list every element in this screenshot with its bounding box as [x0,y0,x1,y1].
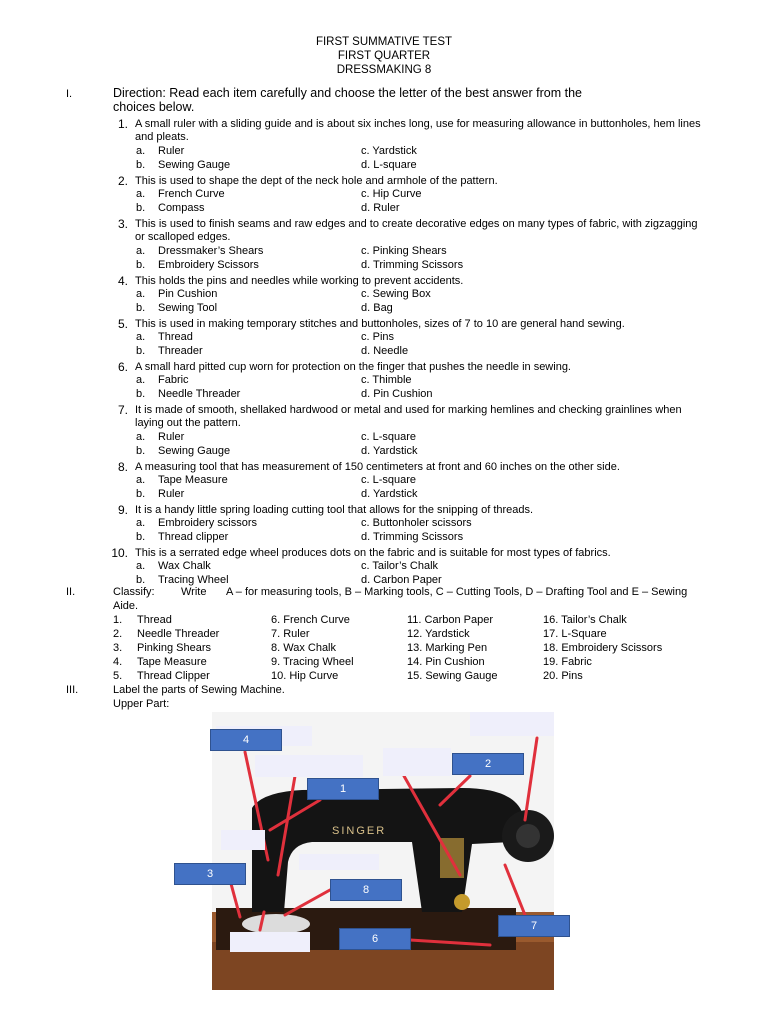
question-text: It is a handy little spring loading cutting tool that allows for the snipping of threads. [135,504,534,516]
choice-b-letter: b. [136,202,146,214]
classify-write: Write [181,586,207,598]
subject-title: DRESSMAKING 8 [336,64,432,76]
brand-text: SINGER [332,825,387,837]
label-box-7: 7 [498,915,570,937]
choice-a: Wax Chalk [158,560,211,572]
classify-item-number: 5. [113,670,123,682]
quarter-title: FIRST QUARTER [337,50,431,62]
pointer-blank-c [525,738,537,820]
choice-a-letter: a. [136,474,146,486]
choice-c: c. Yardstick [361,145,417,157]
direction-line-2: choices below. [113,100,195,114]
section-numeral-3: III. [66,684,79,696]
classify-item: 20. Pins [543,670,583,682]
choice-a: Dressmaker’s Shears [158,245,264,257]
choice-b: Sewing Gauge [158,159,231,171]
label-box-1: 1 [307,778,379,800]
classify-item: 18. Embroidery Scissors [543,642,663,654]
choice-d: d. Ruler [361,202,400,214]
choice-b: Sewing Gauge [158,445,231,457]
choice-d: d. Yardstick [361,488,418,500]
classify-item: 9. Tracing Wheel [271,656,354,668]
choice-a: French Curve [158,188,225,200]
question-text: This is used to finish seams and raw edges and to create decorative edges on many types of fabric, with zigzagging [135,218,698,230]
choice-d: d. Carbon Paper [361,574,442,586]
pointer-6 [410,940,490,945]
choice-b-letter: b. [136,574,146,586]
classify-item: Pinking Shears [137,642,211,654]
classify-item: 8. Wax Chalk [271,642,337,654]
classify-item: 17. L-Square [543,628,607,640]
question-number: 8. [117,460,128,474]
section-numeral-1: I. [66,88,73,100]
choice-b: Sewing Tool [158,302,218,314]
classify-item: 6. French Curve [271,614,350,626]
test-title: FIRST SUMMATIVE TEST [315,36,453,48]
choice-b-letter: b. [136,159,146,171]
pointer-8 [285,890,330,915]
choice-a: Embroidery scissors [158,517,258,529]
label-instruction: Label the parts of Sewing Machine. [113,684,285,696]
blank-answer-box[interactable] [221,830,265,850]
choice-b-letter: b. [136,388,146,400]
choice-a-letter: a. [136,188,146,200]
choice-d: d. Needle [361,345,409,357]
label-box-3: 3 [174,863,246,885]
direction-line-1: Direction: Read each item carefully and choose the letter of the best answer from the [113,86,582,100]
choice-c: c. L-square [361,474,417,486]
choice-b-letter: b. [136,488,146,500]
choice-c: c. Tailor’s Chalk [361,560,439,572]
choice-b: Thread clipper [158,531,229,543]
classify-item: Needle Threader [137,628,220,640]
choice-d: d. L-square [361,159,417,171]
pointer-1 [270,800,320,830]
label-box-6: 6 [339,928,411,950]
classify-item-number: 1. [113,614,123,626]
label-box-4: 4 [210,729,282,751]
classify-item: 16. Tailor’s Chalk [543,614,627,626]
choice-d: d. Yardstick [361,445,418,457]
classify-item: 10. Hip Curve [271,670,339,682]
choice-a: Thread [158,331,193,343]
question-number: 4. [117,274,128,288]
classify-item: 15. Sewing Gauge [407,670,498,682]
choice-b-letter: b. [136,345,146,357]
choice-c: c. Hip Curve [361,188,422,200]
question-text: This holds the pins and needles while working to prevent accidents. [135,275,464,287]
question-number: 9. [117,503,128,517]
choice-d: d. Trimming Scissors [361,259,464,271]
choice-c: c. Pinking Shears [361,245,447,257]
blank-answer-box[interactable] [255,755,363,777]
choice-b-letter: b. [136,302,146,314]
pointer-3 [230,880,240,917]
question-text: A small ruler with a sliding guide and is about six inches long, use for measuring allowance in buttonholes, hem lines [135,118,701,130]
classify-item: Thread Clipper [137,670,210,682]
choice-d: d. Bag [361,302,393,314]
question-text: This is a serrated edge wheel produces dots on the fabric and is suitable for most types of fabrics. [135,547,611,559]
choice-c: c. Sewing Box [361,288,431,300]
choice-d: d. Trimming Scissors [361,531,464,543]
choice-a-letter: a. [136,374,146,386]
question-number: 6. [117,360,128,374]
classify-instructions-cont: Aide. [113,600,139,612]
question-text-continued: and pleats. [135,131,189,143]
choice-b: Embroidery Scissors [158,259,259,271]
choice-a: Tape Measure [158,474,228,486]
pointer-blank-b [404,776,460,875]
choice-d: d. Pin Cushion [361,388,433,400]
choice-a-letter: a. [136,245,146,257]
choice-a-letter: a. [136,517,146,529]
question-number: 3. [117,217,128,231]
classify-item: Tape Measure [137,656,207,668]
blank-answer-box[interactable] [383,748,451,776]
question-text: It is made of smooth, shellaked hardwood or metal and used for marking hemlines and checking grainlines when [135,404,682,416]
choice-b-letter: b. [136,531,146,543]
choice-a: Ruler [158,431,185,443]
choice-b: Compass [158,202,205,214]
label-box-8: 8 [330,879,402,901]
choice-b: Tracing Wheel [158,574,229,586]
pointer-7 [505,865,525,915]
pointer-2 [440,776,470,805]
choice-c: c. Thimble [361,374,412,386]
question-text: This is used in making temporary stitches and buttonholes, sizes of 7 to 10 are general hand sewing. [135,318,625,330]
choice-b: Ruler [158,488,185,500]
choice-c: c. Pins [361,331,395,343]
choice-c: c. L-square [361,431,417,443]
question-text-continued: laying out the pattern. [135,417,241,429]
question-text-continued: or scalloped edges. [135,231,231,243]
choice-a-letter: a. [136,431,146,443]
classify-item-number: 3. [113,642,123,654]
question-text: A small hard pitted cup worn for protection on the finger that pushes the needle in sewing. [135,361,571,373]
choice-b-letter: b. [136,445,146,457]
question-text: This is used to shape the dept of the neck hole and armhole of the pattern. [135,175,498,187]
pointer-blank-d [260,912,264,930]
classify-item: 12. Yardstick [407,628,470,640]
question-number: 2. [117,174,128,188]
classify-label: Classify: [113,586,155,598]
question-number: 5. [117,317,128,331]
choice-a: Ruler [158,145,185,157]
choice-c: c. Buttonholer scissors [361,517,472,529]
upper-part-label: Upper Part: [113,698,170,710]
blank-answer-box[interactable] [230,932,310,952]
section-numeral-2: II. [66,586,76,598]
classify-item: 19. Fabric [543,656,592,668]
classify-item: 7. Ruler [271,628,310,640]
question-number: 10. [111,546,128,560]
blank-answer-box[interactable] [470,712,554,736]
classify-item: Thread [137,614,172,626]
pointer-blank-a [278,776,295,875]
classify-item: 14. Pin Cushion [407,656,485,668]
blank-answer-box[interactable] [299,854,379,870]
choice-a: Fabric [158,374,189,386]
choice-a: Pin Cushion [158,288,218,300]
question-text: A measuring tool that has measurement of 150 centimeters at front and 60 inches on the other side. [135,461,620,473]
classify-instructions: A – for measuring tools, B – Marking tools, C – Cutting Tools, D – Drafting Tool and E – Sewing [226,586,688,598]
classify-item: 13. Marking Pen [407,642,488,654]
choice-a-letter: a. [136,288,146,300]
classify-item-number: 2. [113,628,123,640]
classify-item: 11. Carbon Paper [407,614,494,626]
choice-a-letter: a. [136,331,146,343]
label-box-2: 2 [452,753,524,775]
question-number: 7. [117,403,128,417]
choice-a-letter: a. [136,560,146,572]
question-number: 1. [117,117,128,131]
choice-b-letter: b. [136,259,146,271]
choice-b: Threader [158,345,203,357]
choice-a-letter: a. [136,145,146,157]
choice-b: Needle Threader [158,388,241,400]
classify-item-number: 4. [113,656,123,668]
